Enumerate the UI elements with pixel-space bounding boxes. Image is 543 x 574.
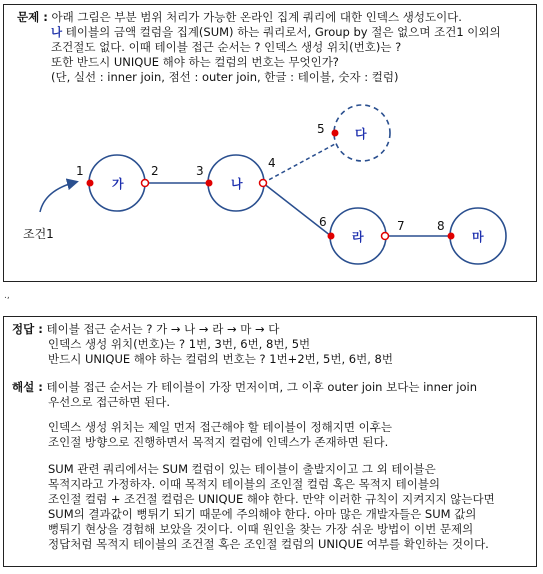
explanation-line-5: SUM 관련 쿼리에서는 SUM 컬럼이 있는 테이블이 출발지이고 그 외 테이블은 — [48, 462, 436, 476]
node-na-label: 나 — [231, 177, 243, 191]
explanation-line-6: 목적지라고 가정하자. 이때 목적지 테이블의 조인절 컬럼 혹은 목적지 테이블의 — [48, 477, 441, 491]
column-6-index-dot — [328, 233, 335, 240]
column-7-dot — [382, 233, 389, 240]
column-4-dot — [260, 180, 267, 187]
answer-line-1 — [12, 322, 279, 336]
explanation-line-8: SUM의 결과값이 뻥튀기 되기 때문에 주의해야 한다. 아마 많은 개발자들은 SUM 값의 — [48, 507, 477, 521]
column-8-index-dot — [448, 233, 455, 240]
column-3-index-dot — [206, 180, 213, 187]
explanation-line-1 — [12, 380, 477, 394]
node-ga-label: 가 — [112, 177, 124, 191]
node-da-label: 다 — [355, 127, 367, 141]
column-2-dot — [142, 180, 149, 187]
explanation-label: 해설 : — [12, 380, 43, 394]
explanation-line-2: 우선으로 접근하면 된다. — [48, 395, 171, 409]
question-text-1: 아래 그림은 부분 범위 처리가 가능한 온라인 집계 쿼리에 대한 인덱스 생성도이다. — [51, 10, 462, 24]
explanation-line-4: 조인절 방향으로 진행하면서 목적지 컬럼에 인덱스가 존재하면 된다. — [48, 435, 389, 449]
column-number-2: 2 — [151, 164, 159, 178]
column-number-4: 4 — [268, 156, 276, 170]
node-ma-label: 마 — [472, 230, 484, 244]
column-1-index-dot — [87, 180, 94, 187]
condition-arrow — [40, 182, 76, 212]
answer-text-1: 테이블 접근 순서는 ? 가 → 나 → 라 → 마 → 다 — [46, 322, 280, 336]
question-label: 문제 : — [17, 10, 48, 24]
node-ra-label: 라 — [352, 230, 364, 244]
explanation-line-7: 조인절 컬럼 + 조건절 컬럼은 UNIQUE 해야 한다. 만약 이러한 규칙이 지켜지지 않는다면 — [48, 492, 495, 506]
question-text-2: 테이블의 금액 컬럼을 집계(SUM) 하는 쿼리로서, Group by 절은 없으며 조건1 이외의 — [62, 25, 501, 39]
column-number-5: 5 — [317, 122, 325, 136]
condition-label: 조건1 — [23, 227, 54, 241]
explanation-line-3: 인덱스 생성 위치는 제일 먼저 접근해야 할 테이블이 정해지면 이후는 — [48, 420, 392, 434]
answer-line-3: 반드시 UNIQUE 해야 하는 컬럼의 번호는 ? 1번+2번, 5번, 6번, 8번 — [48, 352, 393, 366]
column-number-1: 1 — [76, 164, 84, 178]
question-table-highlight: 나 — [51, 25, 63, 39]
explanation-text-1: 테이블 접근 순서는 가 테이블이 가장 먼저이며, 그 이후 outer join 보다는 inner join — [46, 380, 478, 394]
explanation-line-9: 뻥튀기 현상을 경험해 보았을 것이다. 이때 원인을 찾는 가장 쉬운 방법이 이번 문제의 — [48, 522, 474, 536]
explanation-line-10: 정답처럼 목적지 테이블의 조건절 혹은 조인절 컬럼의 UNIQUE 여부를 확인하는 것이다. — [48, 537, 489, 551]
column-5-index-dot — [332, 130, 339, 137]
column-number-7: 7 — [397, 219, 405, 233]
column-number-3: 3 — [196, 164, 204, 178]
question-line-4: 또한 반드시 UNIQUE 해야 하는 컬럼의 번호는 무엇인가? — [51, 55, 339, 69]
question-line-5: (단, 실선 : inner join, 점선 : outer join, 한글 : 테이블, 숫자 : 컬럼) — [51, 70, 399, 84]
answer-label: 정답 : — [12, 322, 43, 336]
answer-line-2: 인덱스 생성 위치(번호)는 ? 1번, 3번, 6번, 8번, 5번 — [48, 337, 311, 351]
separator-mark: ., — [4, 291, 10, 301]
column-number-8: 8 — [437, 219, 445, 233]
column-number-6: 6 — [319, 215, 327, 229]
question-line-3: 조건절도 없다. 이때 테이블 접근 순서는 ? 인덱스 생성 위치(번호)는 ? — [51, 40, 402, 54]
